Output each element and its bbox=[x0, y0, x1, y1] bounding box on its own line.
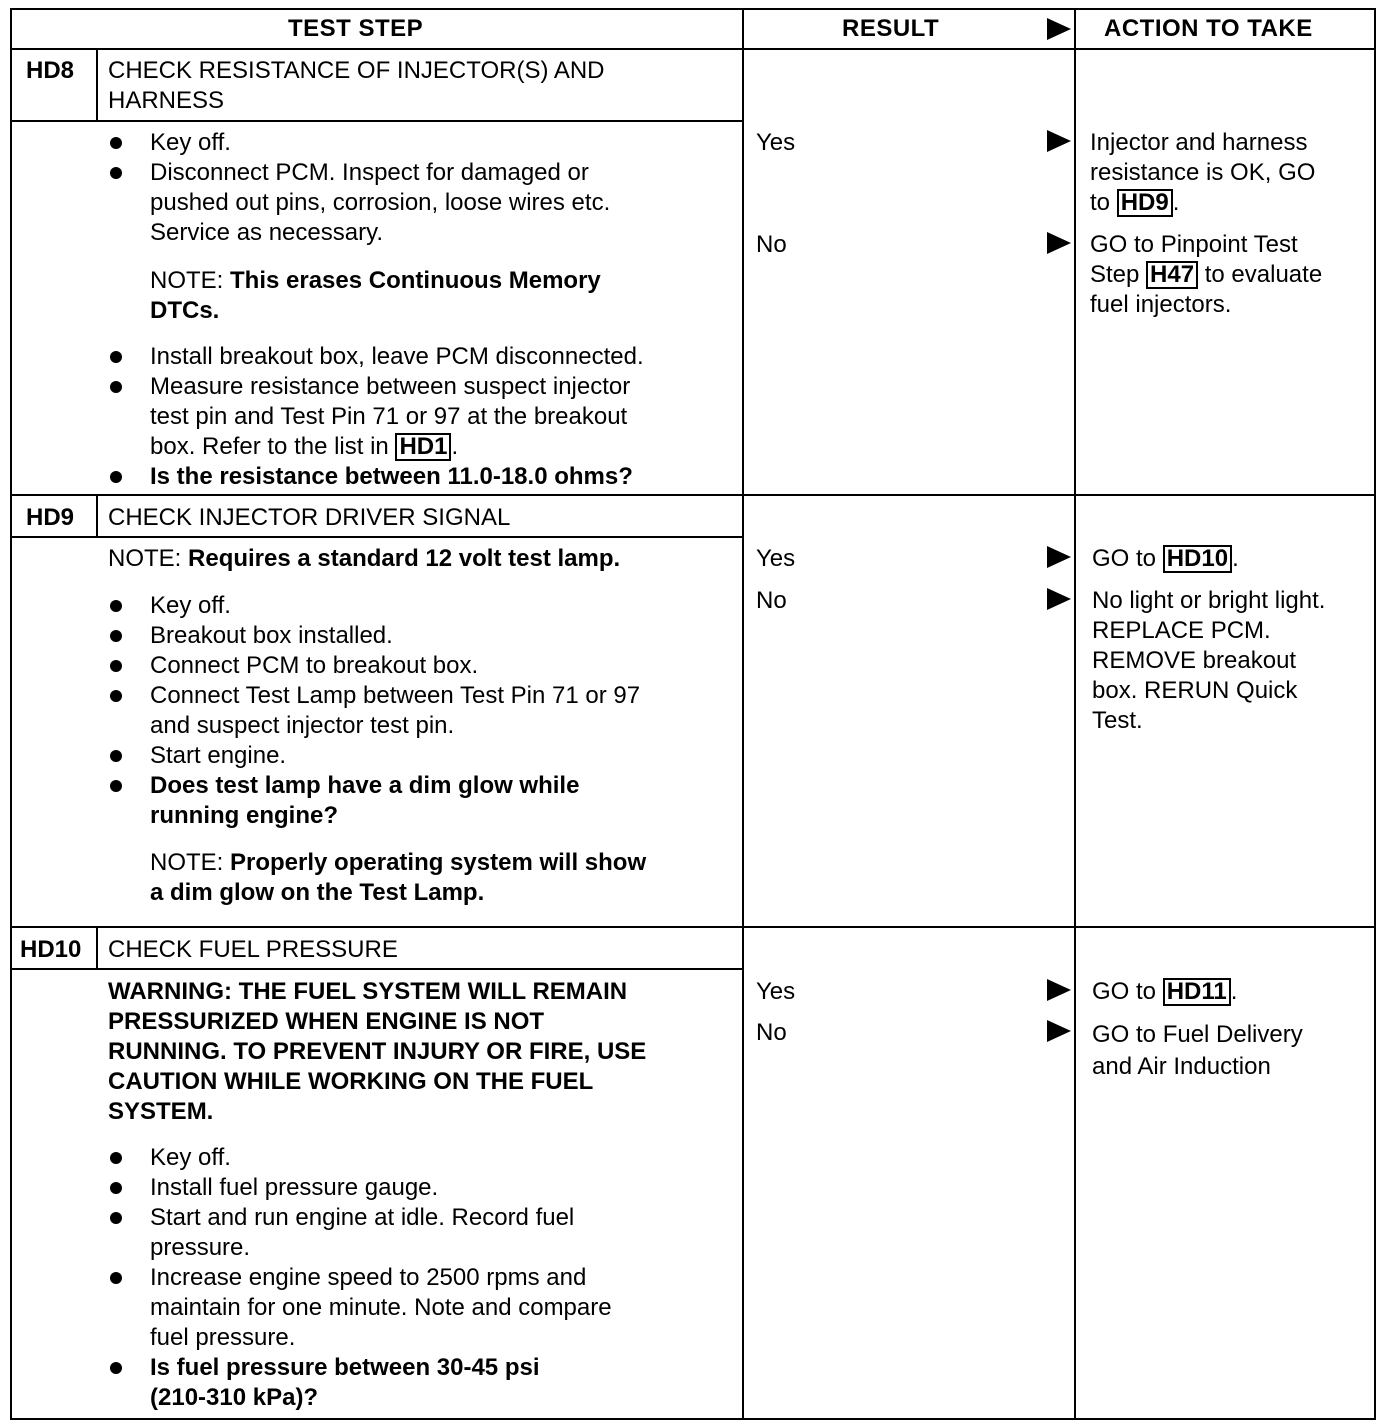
hd8-no-action-2 bbox=[1090, 260, 1322, 290]
hd9-result-yes: Yes bbox=[756, 545, 796, 572]
hd9-yes-arrow-icon bbox=[1047, 546, 1071, 568]
bullet-icon bbox=[110, 351, 122, 363]
step-ref-hd9[interactable]: HD9 bbox=[1117, 189, 1173, 217]
hd8-item-disconnect-3: Service as necessary. bbox=[150, 219, 383, 246]
hd9-item-key-off: Key off. bbox=[150, 592, 231, 619]
bullet-icon bbox=[110, 660, 122, 672]
hd9-note2-text: Properly operating system will show bbox=[230, 849, 647, 876]
hd8-no-arrow-icon bbox=[1047, 232, 1071, 254]
step-title-hd9: CHECK INJECTOR DRIVER SIGNAL bbox=[108, 504, 511, 531]
header-arrow-icon bbox=[1047, 18, 1071, 40]
step-code-hd8: HD8 bbox=[26, 57, 75, 84]
hd8-item-measure: Measure resistance between suspect injector bbox=[150, 373, 631, 400]
hd9-note bbox=[108, 544, 620, 574]
hd10-code-divider bbox=[96, 926, 98, 970]
bullet-icon bbox=[110, 1212, 122, 1224]
hd10-item-key-off: Key off. bbox=[150, 1144, 231, 1171]
bullet-icon bbox=[110, 690, 122, 702]
hd10-warning-2: PRESSURIZED WHEN ENGINE IS NOT bbox=[108, 1008, 545, 1035]
bullet-icon bbox=[110, 1182, 122, 1194]
hd9-bottom-border bbox=[10, 926, 1376, 928]
header-test-step: TEST STEP bbox=[288, 15, 424, 42]
table-bottom-border bbox=[10, 1418, 1376, 1420]
hd10-item-increase-2: maintain for one minute. Note and compare bbox=[150, 1294, 612, 1321]
hd8-note-label: NOTE: bbox=[150, 267, 224, 294]
bullet-icon bbox=[110, 1152, 122, 1164]
step-ref-hd1[interactable]: HD1 bbox=[395, 433, 451, 461]
hd9-title-bottom bbox=[10, 536, 744, 538]
hd8-yes-to: to bbox=[1090, 189, 1111, 216]
header-action: ACTION TO TAKE bbox=[1104, 15, 1313, 42]
hd8-no-step: Step bbox=[1090, 261, 1140, 288]
hd8-measure-text: box. Refer to the list in bbox=[150, 433, 389, 460]
hd8-bottom-border bbox=[10, 494, 1376, 496]
hd8-item-install: Install breakout box, leave PCM disconnected. bbox=[150, 343, 644, 370]
hd8-note bbox=[150, 266, 601, 296]
hd9-no-action-1: No light or bright light. bbox=[1092, 587, 1326, 614]
hd8-no-evaluate: to evaluate bbox=[1204, 261, 1323, 288]
hd10-yes-action: GO to HD11 . bbox=[1092, 978, 1238, 1005]
bullet-icon bbox=[110, 1272, 122, 1284]
step-title-hd8-line2: HARNESS bbox=[108, 87, 225, 114]
step-title-hd10: CHECK FUEL PRESSURE bbox=[108, 936, 398, 963]
step-ref-hd10[interactable]: HD10 bbox=[1163, 545, 1232, 573]
bullet-icon bbox=[110, 471, 122, 483]
hd8-item-measure-3: box. Refer to the list in HD1 . bbox=[150, 433, 459, 460]
hd8-title-bottom bbox=[10, 120, 744, 122]
hd8-result-yes: Yes bbox=[756, 129, 796, 156]
bullet-icon bbox=[110, 381, 122, 393]
hd9-item-connect-lamp-2: and suspect injector test pin. bbox=[150, 712, 455, 739]
hd9-note2 bbox=[150, 848, 646, 878]
hd9-note-label: NOTE: bbox=[108, 545, 182, 572]
bullet-icon bbox=[110, 780, 122, 792]
table-top-border bbox=[10, 8, 1376, 10]
hd8-item-key-off: Key off. bbox=[150, 129, 231, 156]
hd10-item-start-run: Start and run engine at idle. Record fuel bbox=[150, 1204, 575, 1231]
hd8-no-action-4: fuel injectors. bbox=[1090, 291, 1232, 318]
bullet-icon bbox=[110, 750, 122, 762]
header-result: RESULT bbox=[842, 15, 940, 42]
bullet-icon bbox=[110, 167, 122, 179]
hd8-item-disconnect: Disconnect PCM. Inspect for damaged or bbox=[150, 159, 589, 186]
header-bottom-border bbox=[10, 48, 1376, 50]
table-left-border bbox=[10, 8, 12, 1420]
hd9-note-text: Requires a standard 12 volt test lamp. bbox=[188, 545, 621, 572]
hd8-result-no: No bbox=[756, 231, 787, 258]
hd10-yes-arrow-icon bbox=[1047, 979, 1071, 1001]
step-code-hd9: HD9 bbox=[26, 504, 75, 531]
hd9-no-action-5: Test. bbox=[1092, 707, 1143, 734]
hd9-yes-goto: GO to bbox=[1092, 545, 1157, 572]
col-divider-result bbox=[742, 8, 744, 1420]
bullet-icon bbox=[110, 1362, 122, 1374]
table-right-border bbox=[1374, 8, 1376, 1420]
hd8-no-action-1: GO to Pinpoint Test bbox=[1090, 231, 1298, 258]
hd9-result-no: No bbox=[756, 587, 787, 614]
hd10-question-1: Is fuel pressure between 30-45 psi bbox=[150, 1354, 540, 1381]
hd10-result-no: No bbox=[756, 1019, 787, 1046]
bullet-icon bbox=[110, 630, 122, 642]
hd8-note-text: This erases Continuous Memory bbox=[230, 267, 601, 294]
hd10-title-bottom bbox=[10, 968, 744, 970]
bullet-icon bbox=[110, 600, 122, 612]
hd9-item-connect-pcm: Connect PCM to breakout box. bbox=[150, 652, 479, 679]
hd9-question-1: Does test lamp have a dim glow while bbox=[150, 772, 580, 799]
hd9-no-action-4: box. RERUN Quick bbox=[1092, 677, 1298, 704]
hd10-warning-1: WARNING: THE FUEL SYSTEM WILL REMAIN bbox=[108, 978, 628, 1005]
hd8-item-disconnect-2: pushed out pins, corrosion, loose wires etc. bbox=[150, 189, 611, 216]
hd9-note2-label: NOTE: bbox=[150, 849, 224, 876]
hd9-note2-text-2: a dim glow on the Test Lamp. bbox=[150, 879, 485, 906]
hd9-item-connect-lamp: Connect Test Lamp between Test Pin 71 or 97 bbox=[150, 682, 641, 709]
hd10-item-install-gauge: Install fuel pressure gauge. bbox=[150, 1174, 439, 1201]
hd9-yes-action: GO to HD10 . bbox=[1092, 545, 1239, 572]
col-divider-action bbox=[1074, 8, 1076, 1420]
hd9-no-action-3: REMOVE breakout bbox=[1092, 647, 1297, 674]
hd10-item-increase: Increase engine speed to 2500 rpms and bbox=[150, 1264, 587, 1291]
step-ref-h47[interactable]: H47 bbox=[1146, 261, 1198, 289]
hd8-item-measure-2: test pin and Test Pin 71 or 97 at the breakout bbox=[150, 403, 628, 430]
hd10-warning-4: CAUTION WHILE WORKING ON THE FUEL bbox=[108, 1068, 594, 1095]
hd10-no-arrow-icon bbox=[1047, 1020, 1071, 1042]
hd8-yes-action-1: Injector and harness bbox=[1090, 129, 1308, 156]
hd10-warning-3: RUNNING. TO PREVENT INJURY OR FIRE, USE bbox=[108, 1038, 647, 1065]
hd10-warning-5: SYSTEM. bbox=[108, 1098, 214, 1125]
step-title-hd8-line1: CHECK RESISTANCE OF INJECTOR(S) AND bbox=[108, 57, 605, 84]
hd10-item-increase-3: fuel pressure. bbox=[150, 1324, 296, 1351]
hd9-no-arrow-icon bbox=[1047, 588, 1071, 610]
hd10-result-yes: Yes bbox=[756, 978, 796, 1005]
hd10-no-action-1: GO to Fuel Delivery bbox=[1092, 1021, 1303, 1048]
hd9-question-2: running engine? bbox=[150, 802, 338, 829]
step-ref-hd11[interactable]: HD11 bbox=[1163, 978, 1231, 1006]
hd10-question-2: (210-310 kPa)? bbox=[150, 1384, 319, 1411]
hd10-yes-goto: GO to bbox=[1092, 978, 1157, 1005]
hd8-yes-action-3: to HD9 . bbox=[1090, 189, 1180, 216]
hd9-no-action-2: REPLACE PCM. bbox=[1092, 617, 1271, 644]
hd8-yes-action-2: resistance is OK, GO bbox=[1090, 159, 1316, 186]
hd8-question: Is the resistance between 11.0-18.0 ohms? bbox=[150, 463, 633, 490]
hd10-no-action-2: and Air Induction bbox=[1092, 1053, 1271, 1080]
hd9-item-start: Start engine. bbox=[150, 742, 287, 769]
step-code-hd10: HD10 bbox=[20, 936, 82, 963]
bullet-icon bbox=[110, 137, 122, 149]
hd9-item-breakout: Breakout box installed. bbox=[150, 622, 393, 649]
hd8-code-divider bbox=[96, 48, 98, 120]
hd10-item-start-run-2: pressure. bbox=[150, 1234, 251, 1261]
hd8-yes-arrow-icon bbox=[1047, 130, 1071, 152]
hd9-code-divider bbox=[96, 494, 98, 538]
hd8-note-text-2: DTCs. bbox=[150, 297, 220, 324]
